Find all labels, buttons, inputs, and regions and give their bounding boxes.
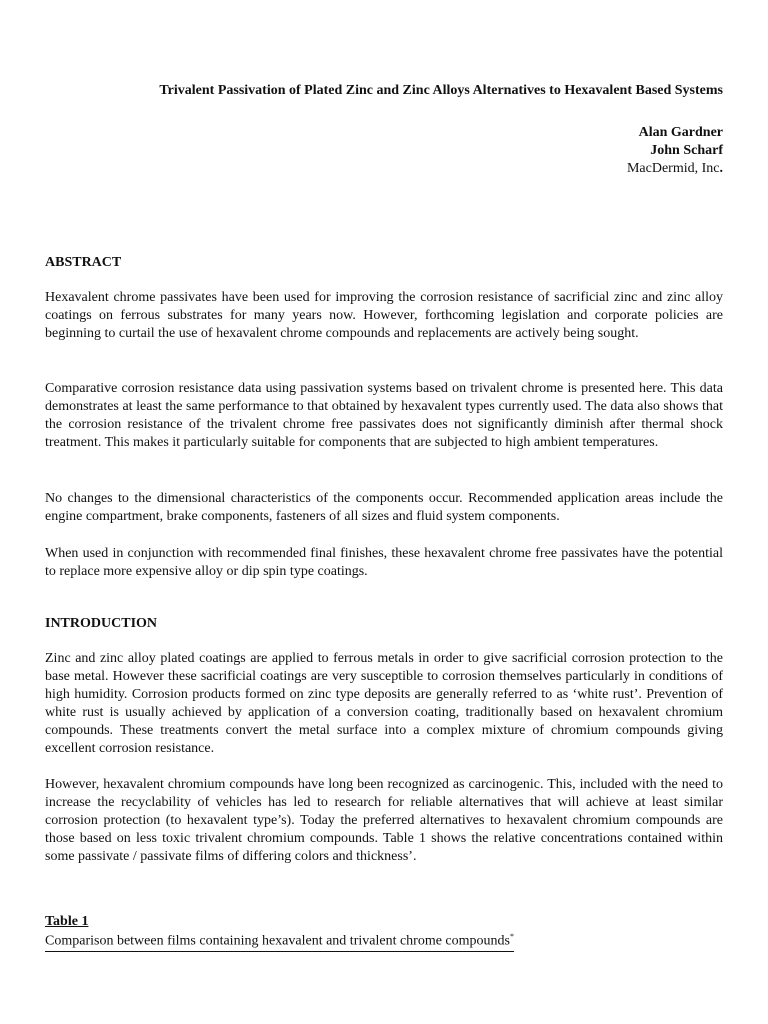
paper-title: Trivalent Passivation of Plated Zinc and Zinc Alloys Alternatives to Hexavalent Based Systems [159, 83, 723, 98]
footnote-mark: * [510, 932, 514, 941]
abstract-heading: ABSTRACT [45, 255, 122, 270]
introduction-paragraph: However, hexavalent chromium compounds have long been recognized as carcinogenic. This, included with the need to increase the recyclability of vehicles has led to research for reliable alternatives that will achieve at least similar corrosion protection (to hexavalent type’s). Today the preferred alternatives to hexavalent chromium compounds are those based on less toxic trivalent chromium compounds. Table 1 shows the relative concentrations contained within some passivate / passivate films of differing colors and thickness’. [45, 777, 723, 865]
abstract-paragraph: No changes to the dimensional characteristics of the components occur. Recommended application areas include the engine compartment, brake components, fasteners of all sizes and fluid system components. [45, 491, 723, 525]
abstract-paragraph: Hexavalent chrome passivates have been used for improving the corrosion resistance of sacrificial zinc and zinc alloy coatings on ferrous substrates for many years now. However, forthcoming legislation and corporate policies are beginning to curtail the use of hexavalent chrome compounds and replacements are actively being sought. [45, 290, 723, 342]
table-caption-text: Comparison between films containing hexavalent and trivalent chrome compounds [45, 933, 510, 949]
affiliation-text: MacDermid, Inc [626, 161, 720, 176]
author-name: John Scharf [650, 143, 723, 158]
affiliation [627, 160, 723, 178]
affiliation-period: . [719, 161, 723, 176]
table-label: Table 1 [45, 914, 89, 929]
introduction-paragraph: Zinc and zinc alloy plated coatings are applied to ferrous metals in order to give sacrificial corrosion protection to the base metal. However these sacrificial coatings are very susceptible to corrosion themselves particularly in conditions of high humidity. Corrosion products formed on zinc type deposits are generally referred to as ‘white rust’. Prevention of white rust is usually achieved by application of a conversion coating, traditionally based on hexavalent chromium compounds. These treatments convert the metal surface into a complex mixture of chromium compounds giving excellent corrosion resistance. [45, 651, 723, 757]
introduction-heading: INTRODUCTION [45, 616, 158, 631]
author-block [627, 124, 723, 178]
abstract-paragraph: When used in conjunction with recommended final finishes, these hexavalent chrome free passivates have the potential to replace more expensive alloy or dip spin type coatings. [45, 546, 723, 580]
table-caption [45, 932, 514, 952]
abstract-paragraph: Comparative corrosion resistance data using passivation systems based on trivalent chrome is presented here. This data demonstrates at least the same performance to that obtained by hexavalent types currently used. The data also shows that the corrosion resistance of the trivalent chrome free passivates does not significantly diminish after thermal shock treatment. This makes it particularly suitable for components that are subjected to high ambient temperatures. [45, 381, 723, 451]
author-name: Alan Gardner [638, 125, 723, 140]
